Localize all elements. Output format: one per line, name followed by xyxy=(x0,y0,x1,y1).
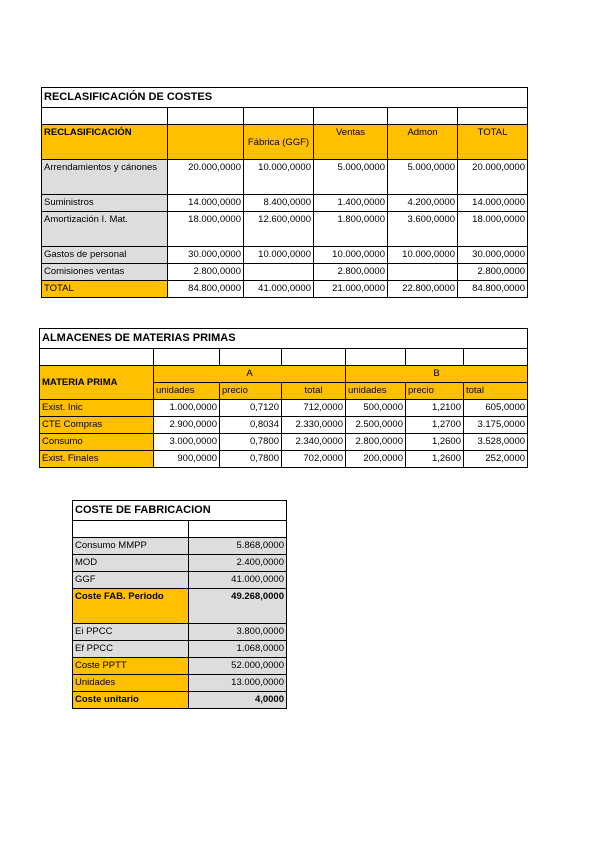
cell: 8.400,0000 xyxy=(244,195,314,212)
cell: 22.800,0000 xyxy=(388,281,458,298)
cell: 41.000,0000 xyxy=(244,281,314,298)
cell: 18.000,0000 xyxy=(458,212,528,247)
row-label: Exist. Inic xyxy=(40,400,154,417)
cell: 2.800,0000 xyxy=(346,434,406,451)
row-label: Ef PPCC xyxy=(73,641,189,658)
total-label: TOTAL xyxy=(42,281,168,298)
table-row xyxy=(40,400,528,417)
header-cell: Admon xyxy=(388,125,458,160)
cell: 4,0000 xyxy=(189,692,287,709)
subheader-cell: unidades xyxy=(346,383,406,400)
cell: 900,0000 xyxy=(154,451,220,468)
subheader-cell: precio xyxy=(406,383,464,400)
reclasificacion-title: RECLASIFICACIÓN DE COSTES xyxy=(42,88,528,108)
cell: 14.000,0000 xyxy=(458,195,528,212)
header-cell xyxy=(168,125,244,160)
cell: 5.000,0000 xyxy=(314,160,388,195)
header-cell: Fábrica (GGF) xyxy=(244,125,314,160)
cell: 1.800,0000 xyxy=(314,212,388,247)
cell: 10.000,0000 xyxy=(314,247,388,264)
table-row xyxy=(73,692,287,709)
empty-row xyxy=(40,349,528,366)
row-label: Arrendamientos y cánones xyxy=(42,160,168,195)
cell: 500,0000 xyxy=(346,400,406,417)
cell: 1.400,0000 xyxy=(314,195,388,212)
table-row xyxy=(42,264,528,281)
cell: 1,2600 xyxy=(406,434,464,451)
table-row xyxy=(73,589,287,624)
cell: 0,7800 xyxy=(220,451,282,468)
table-row xyxy=(73,658,287,675)
row-label: Coste unitario xyxy=(73,692,189,709)
row-label: Gastos de personal xyxy=(42,247,168,264)
cell: 3.800,0000 xyxy=(189,624,287,641)
cell: 10.000,0000 xyxy=(388,247,458,264)
cell: 2.330,0000 xyxy=(282,417,346,434)
table-row xyxy=(42,212,528,247)
cell: 21.000,0000 xyxy=(314,281,388,298)
header-cell: RECLASIFICACIÓN xyxy=(42,125,168,160)
cell: 52.000,0000 xyxy=(189,658,287,675)
cell: 3.000,0000 xyxy=(154,434,220,451)
cell: 1.000,0000 xyxy=(154,400,220,417)
row-label: Consumo MMPP xyxy=(73,538,189,555)
cell: 13.000,0000 xyxy=(189,675,287,692)
cell: 10.000,0000 xyxy=(244,247,314,264)
cell: 0,8034 xyxy=(220,417,282,434)
cell: 702,0000 xyxy=(282,451,346,468)
cell: 20.000,0000 xyxy=(458,160,528,195)
header-cell: Ventas xyxy=(314,125,388,160)
total-row xyxy=(42,281,528,298)
row-label: Coste FAB. Periodo xyxy=(73,589,189,624)
header-row xyxy=(42,125,528,160)
cell: 20.000,0000 xyxy=(168,160,244,195)
row-label: Ei PPCC xyxy=(73,624,189,641)
cell xyxy=(244,264,314,281)
table-row xyxy=(42,247,528,264)
cell: 49.268,0000 xyxy=(189,589,287,624)
row-label: CTE Compras xyxy=(40,417,154,434)
cell: 3.175,0000 xyxy=(464,417,528,434)
cell: 1,2700 xyxy=(406,417,464,434)
cell: 3.600,0000 xyxy=(388,212,458,247)
row-label: Unidades xyxy=(73,675,189,692)
row-label: Comisiones ventas xyxy=(42,264,168,281)
cell: 41.000,0000 xyxy=(189,572,287,589)
cell: 712,0000 xyxy=(282,400,346,417)
table-row xyxy=(42,160,528,195)
subheader-cell: unidades xyxy=(154,383,220,400)
cell: 30.000,0000 xyxy=(168,247,244,264)
cell: 10.000,0000 xyxy=(244,160,314,195)
almacenes-title: ALMACENES DE MATERIAS PRIMAS xyxy=(40,329,528,349)
row-label: Coste PPTT xyxy=(73,658,189,675)
table-row xyxy=(40,434,528,451)
table-row xyxy=(73,675,287,692)
cell: 30.000,0000 xyxy=(458,247,528,264)
cell: 1,2100 xyxy=(406,400,464,417)
table-row xyxy=(40,451,528,468)
reclasificacion-table xyxy=(41,87,528,298)
table-row xyxy=(73,641,287,658)
table-row xyxy=(42,195,528,212)
cell xyxy=(388,264,458,281)
row-label: GGF xyxy=(73,572,189,589)
cell: 2.340,0000 xyxy=(282,434,346,451)
cell: 0,7120 xyxy=(220,400,282,417)
group-b-header: B xyxy=(346,366,528,383)
subheader-cell: total xyxy=(464,383,528,400)
almacenes-table xyxy=(39,328,528,468)
cell: 0,7800 xyxy=(220,434,282,451)
table-row xyxy=(40,417,528,434)
materia-prima-header: MATERIA PRIMA xyxy=(40,366,154,400)
cell: 2.800,0000 xyxy=(314,264,388,281)
cell: 2.800,0000 xyxy=(458,264,528,281)
coste-fabricacion-table xyxy=(72,500,287,709)
group-header-row xyxy=(40,366,528,383)
table-row xyxy=(73,572,287,589)
cell: 252,0000 xyxy=(464,451,528,468)
empty-row xyxy=(73,521,287,538)
cell: 84.800,0000 xyxy=(168,281,244,298)
cell: 84.800,0000 xyxy=(458,281,528,298)
cell: 4.200,0000 xyxy=(388,195,458,212)
row-label: Suministros xyxy=(42,195,168,212)
cell: 2.900,0000 xyxy=(154,417,220,434)
cell: 2.500,0000 xyxy=(346,417,406,434)
table-row xyxy=(73,555,287,572)
row-label: Amortización I. Mat. xyxy=(42,212,168,247)
subheader-cell: total xyxy=(282,383,346,400)
cell: 605,0000 xyxy=(464,400,528,417)
group-a-header: A xyxy=(154,366,346,383)
table-row xyxy=(73,624,287,641)
cell: 5.000,0000 xyxy=(388,160,458,195)
row-label: Consumo xyxy=(40,434,154,451)
cell: 1,2600 xyxy=(406,451,464,468)
row-label: Exist. Finales xyxy=(40,451,154,468)
cell: 14.000,0000 xyxy=(168,195,244,212)
cell: 2.800,0000 xyxy=(168,264,244,281)
cell: 12.600,0000 xyxy=(244,212,314,247)
coste-fabricacion-title: COSTE DE FABRICACION xyxy=(73,501,287,521)
header-cell: TOTAL xyxy=(458,125,528,160)
table-row xyxy=(73,538,287,555)
empty-row xyxy=(42,108,528,125)
row-label: MOD xyxy=(73,555,189,572)
subheader-cell: precio xyxy=(220,383,282,400)
cell: 5.868,0000 xyxy=(189,538,287,555)
cell: 18.000,0000 xyxy=(168,212,244,247)
cell: 200,0000 xyxy=(346,451,406,468)
cell: 1.068,0000 xyxy=(189,641,287,658)
cell: 2.400,0000 xyxy=(189,555,287,572)
cell: 3.528,0000 xyxy=(464,434,528,451)
